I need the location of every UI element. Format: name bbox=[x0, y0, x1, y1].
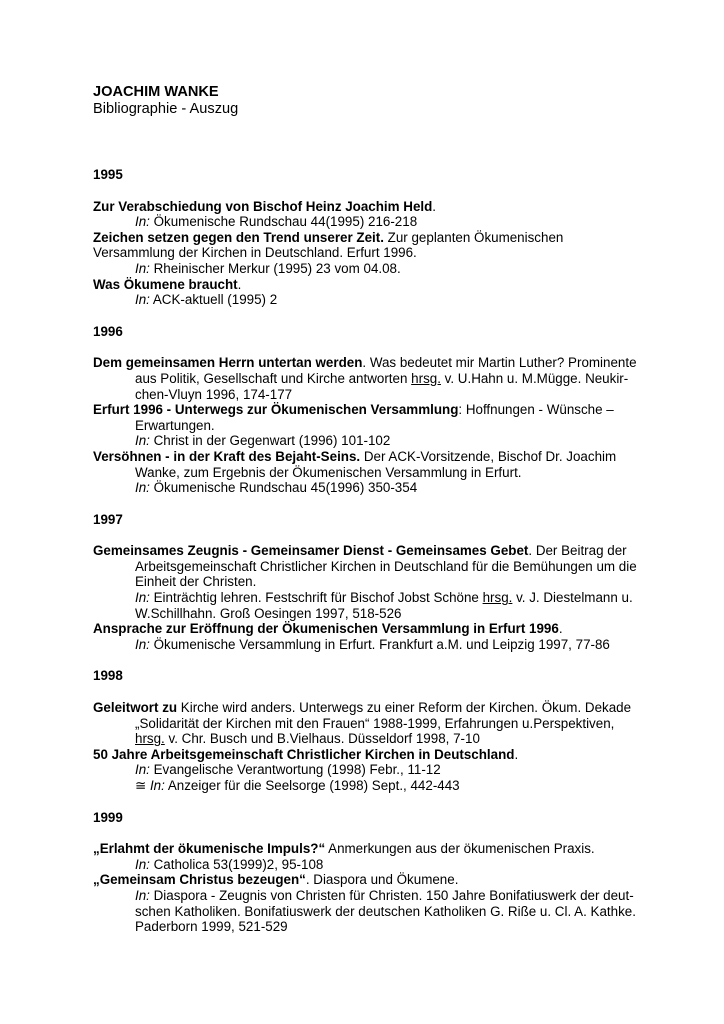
bibliography-entry bbox=[93, 449, 653, 496]
in-label: In: bbox=[135, 433, 150, 449]
entry-tail: Kirche wird anders. Unterwegs zu einer Reform der Kirchen. Ökum. Dekade bbox=[177, 700, 632, 716]
entry-title: „Erlahmt der ökumenische Impuls?“ bbox=[93, 841, 326, 857]
entry-source bbox=[93, 762, 653, 778]
year-heading: 1996 bbox=[93, 323, 123, 339]
in-label: In: bbox=[135, 636, 150, 652]
bibliography-entry bbox=[93, 747, 653, 794]
entry-source bbox=[93, 261, 653, 277]
year-heading: 1995 bbox=[93, 167, 123, 182]
section-1999 bbox=[93, 841, 653, 935]
bibliography-entry bbox=[93, 841, 653, 872]
entry-line: Erwartungen. bbox=[135, 417, 215, 433]
entry-line bbox=[93, 731, 653, 747]
entry-line: W.Schillhahn. Groß Oesingen 1997, 518-526 bbox=[135, 605, 402, 621]
in-label: In: bbox=[135, 590, 150, 606]
bibliography-entry bbox=[93, 621, 653, 652]
entry-line: Versammlung der Kirchen in Deutschland. Erfurt 1996. bbox=[93, 245, 417, 261]
entry-tail: . Diaspora und Ökumene. bbox=[305, 872, 459, 888]
entry-line: chen-Vluyn 1996, 174-177 bbox=[135, 386, 293, 402]
source-text: Catholica 53(1999)2, 95-108 bbox=[153, 856, 324, 872]
entry-title: „Gemeinsam Christus bezeugen“ bbox=[93, 872, 306, 888]
source-text: Einträchtig lehren. Festschrift für Bischof Jobst Schöne bbox=[153, 590, 483, 606]
bibliography-entry bbox=[93, 872, 653, 934]
entry-source bbox=[93, 857, 653, 873]
entry-line: „Solidarität der Kirchen mit den Frauen“ 1988-1999, Erfahrungen u.Perspektiven, bbox=[135, 715, 615, 731]
section-1995 bbox=[93, 199, 653, 308]
entry-source bbox=[93, 590, 653, 606]
entry-tail: Zur geplanten Ökumenischen bbox=[383, 229, 564, 245]
author-name: JOACHIM WANKE bbox=[93, 84, 219, 100]
entry-text: aus Politik, Gesellschaft und Kirche antworten bbox=[135, 370, 408, 386]
source-text: Ökumenische Rundschau 44(1995) 216-218 bbox=[153, 214, 418, 230]
entry-source bbox=[93, 292, 653, 308]
entry-title: Gemeinsames Zeugnis - Gemeinsamer Dienst - Gemeinsames Gebet bbox=[93, 543, 529, 559]
entry-line bbox=[93, 371, 653, 387]
entry-tail: . bbox=[558, 621, 563, 637]
entry-line: Wanke, zum Ergebnis der Ökumenischen Versammlung in Erfurt. bbox=[135, 464, 522, 480]
bibliography-entry bbox=[93, 230, 653, 277]
bibliography-entry bbox=[93, 402, 653, 449]
entry-tail: . Der Beitrag der bbox=[528, 543, 627, 559]
entry-title: Erfurt 1996 - Unterwegs zur Ökumenischen Versammlung bbox=[93, 402, 459, 418]
approx-symbol: ≅ bbox=[135, 778, 150, 793]
entry-tail: Anmerkungen aus der ökumenischen Praxis. bbox=[325, 841, 595, 857]
entry-text: v. U.Hahn u. M.Mügge. Neukir- bbox=[440, 370, 629, 386]
entry-tail: Der ACK-Vorsitzende, Bischof Dr. Joachim bbox=[360, 448, 617, 464]
source-text: ACK-aktuell (1995) 2 bbox=[152, 292, 278, 308]
hrsg-abbrev: hrsg. bbox=[135, 731, 165, 747]
entry-source bbox=[93, 778, 653, 794]
in-label: In: bbox=[149, 778, 165, 793]
entry-line: schen Katholiken. Bonifatiuswerk der deutschen Katholiken G. Riße u. Cl. A. Kathke. bbox=[135, 903, 636, 919]
source-text: Diaspora - Zeugnis von Christen für Christen. 150 Jahre Bonifatiuswerk der deut- bbox=[153, 887, 634, 903]
source-text: Rheinischer Merkur (1995) 23 vom 04.08. bbox=[153, 260, 401, 276]
bibliography-entry bbox=[93, 277, 653, 308]
entry-tail: . Was bedeutet mir Martin Luther? Prominente bbox=[362, 355, 637, 371]
in-label: In: bbox=[135, 887, 150, 903]
in-label: In: bbox=[135, 762, 150, 778]
entry-tail: . bbox=[237, 276, 242, 292]
entry-title: Ansprache zur Eröffnung der Ökumenischen Versammlung in Erfurt 1996 bbox=[93, 621, 559, 637]
entry-title: Geleitwort zu bbox=[93, 700, 178, 716]
entry-text: v. Chr. Busch und B.Vielhaus. Düsseldorf 1998, 7-10 bbox=[164, 731, 480, 747]
bibliography-entry bbox=[93, 355, 653, 402]
source-text: Evangelische Verantwortung (1998) Febr., 11-12 bbox=[153, 762, 441, 778]
in-label: In: bbox=[135, 856, 150, 872]
entry-source bbox=[93, 637, 653, 653]
document-subtitle: Bibliographie - Auszug bbox=[93, 101, 239, 117]
source-text: Ökumenische Rundschau 45(1996) 350-354 bbox=[153, 480, 418, 496]
entry-title: Zur Verabschiedung von Bischof Heinz Joachim Held bbox=[93, 198, 433, 214]
section-1998 bbox=[93, 700, 653, 794]
entry-title: Versöhnen - in der Kraft des Bejaht-Seins. bbox=[93, 448, 361, 464]
entry-source bbox=[93, 888, 653, 904]
bibliography-page bbox=[93, 84, 653, 935]
entry-line: Einheit der Christen. bbox=[135, 574, 257, 590]
entry-tail: . bbox=[432, 198, 437, 214]
source-text: Ökumenische Versammlung in Erfurt. Frankfurt a.M. und Leipzig 1997, 77-86 bbox=[153, 636, 610, 652]
entry-title: 50 Jahre Arbeitsgemeinschaft Christlicher Kirchen in Deutschland bbox=[93, 746, 515, 762]
entry-tail: . bbox=[514, 746, 519, 762]
entry-source bbox=[93, 480, 653, 496]
in-label: In: bbox=[135, 260, 150, 276]
bibliography-entry bbox=[93, 700, 653, 747]
entry-source bbox=[93, 433, 653, 449]
in-label: In: bbox=[135, 480, 150, 496]
source-text: Christ in der Gegenwart (1996) 101-102 bbox=[153, 433, 391, 449]
entry-line: Paderborn 1999, 521-529 bbox=[135, 919, 288, 935]
source-text: Anzeiger für die Seelsorge (1998) Sept., 442-443 bbox=[167, 778, 460, 793]
year-heading: 1999 bbox=[93, 809, 123, 825]
hrsg-abbrev: hrsg. bbox=[411, 370, 441, 386]
entry-title: Was Ökumene braucht bbox=[93, 276, 238, 292]
bibliography-entry bbox=[93, 199, 653, 230]
entry-source bbox=[93, 214, 653, 230]
year-heading: 1998 bbox=[93, 668, 123, 684]
section-1997 bbox=[93, 543, 653, 652]
year-heading: 1997 bbox=[93, 511, 123, 527]
entry-title: Dem gemeinsamen Herrn untertan werden bbox=[93, 355, 363, 371]
hrsg-abbrev: hrsg. bbox=[482, 590, 513, 606]
bibliography-entry bbox=[93, 543, 653, 621]
entry-title: Zeichen setzen gegen den Trend unserer Zeit. bbox=[93, 229, 384, 245]
in-label: In: bbox=[135, 214, 150, 230]
in-label: In: bbox=[135, 292, 150, 308]
source-text: v. J. Diestelmann u. bbox=[512, 590, 633, 606]
entry-line: Arbeitsgemeinschaft Christlicher Kirchen in Deutschland für die Bemühungen um die bbox=[135, 558, 637, 574]
section-1996 bbox=[93, 355, 653, 495]
entry-tail: : Hoffnungen - Wünsche – bbox=[458, 402, 614, 418]
